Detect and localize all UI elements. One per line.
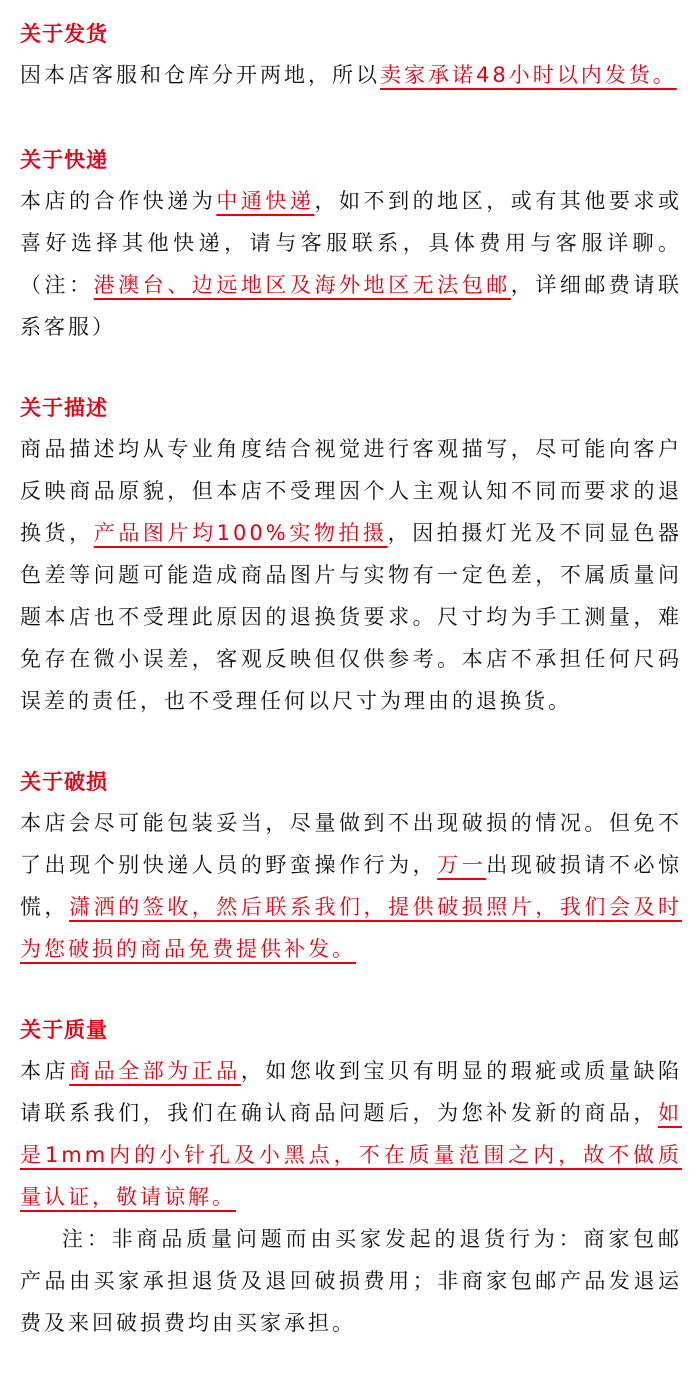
quality-section <box>20 1010 682 1344</box>
express-highlight-no-free-shipping: 港澳台、边远地区及海外地区无法包邮 <box>93 273 511 297</box>
damage-text-2: 出现破损请不必惊慌， <box>20 853 683 919</box>
shipping-text-1: 因本店客服和仓库分开两地，所以 <box>20 63 380 87</box>
description-text-1: 商品描述均从专业角度结合视觉进行客观描写，尽可能向客户反映商品原貌，但本店不受理因个人主观认知不同而要求的退换货， <box>20 437 682 545</box>
quality-highlight-pinhole: 如是1mm内的小针孔及小黑点，不在质量范围之内，故不做质量认证，敬请谅解。 <box>20 1101 682 1209</box>
description-title: 关于描述 <box>20 396 108 420</box>
spacer <box>20 348 682 388</box>
quality-text-1: 本店 <box>20 1059 70 1083</box>
return-note: 注：非商品质量问题而由买家发起的退货行为：商家包邮产品由买家承担退货及退回破损费用；非商家包邮产品发退运费及来回破损费均由买家承担。 <box>20 1227 682 1335</box>
quality-title: 关于质量 <box>20 1018 108 1042</box>
damage-section <box>20 762 682 970</box>
quality-text-2: ，如您收到宝贝有明显的瑕疵或质量缺陷请联系我们，我们在确认商品问题后，为您补发新的商品， <box>20 1059 683 1125</box>
damage-highlight-in-case: 万一 <box>437 853 487 877</box>
spacer <box>20 96 682 140</box>
shipping-text <box>20 54 682 96</box>
description-highlight-real-photos: 产品图片均100%实物拍摄 <box>93 521 388 545</box>
damage-highlight-free-resend: 潇洒的签收，然后联系我们，提供破损照片，我们会及时为您破损的商品免费提供补发。 <box>20 895 682 961</box>
damage-title: 关于破损 <box>20 770 108 794</box>
quality-highlight-genuine: 商品全部为正品 <box>69 1059 241 1083</box>
description-section <box>20 388 682 722</box>
express-text-3: ，详细邮费请联系客服） <box>20 273 683 339</box>
express-highlight-courier: 中通快递 <box>216 189 315 213</box>
shipping-section <box>20 14 682 96</box>
express-text-1: 本店的合作快递为 <box>20 189 217 213</box>
express-text-2: ，如不到的地区，或有其他要求或喜好选择其他快递，请与客服联系，具体费用与客服详聊。（注： <box>20 189 683 297</box>
description-text-2: ，因拍摄灯光及不同显色器色差等问题可能造成商品图片与实物有一定色差，不属质量问题本店也不受理此原因的退换货要求。尺寸均为手工测量，难免存在微小误差，客观反映但仅供参考。本店不承担任何尺码误差的责任，也不受理任何以尺寸为理由的退换货。 <box>20 521 683 713</box>
spacer <box>20 722 682 762</box>
express-text <box>20 180 682 348</box>
shipping-highlight-48h: 卖家承诺48小时以内发货。 <box>380 63 677 87</box>
express-title: 关于快递 <box>20 148 108 172</box>
description-text <box>20 428 682 722</box>
damage-text <box>20 802 682 970</box>
quality-text <box>20 1050 682 1218</box>
spacer <box>20 970 682 1010</box>
shipping-title: 关于发货 <box>20 22 108 46</box>
express-section <box>20 140 682 348</box>
damage-text-1: 本店会尽可能包装妥当，尽量做到不出现破损的情况。但免不了出现个别快递人员的野蛮操作行为， <box>20 811 682 877</box>
